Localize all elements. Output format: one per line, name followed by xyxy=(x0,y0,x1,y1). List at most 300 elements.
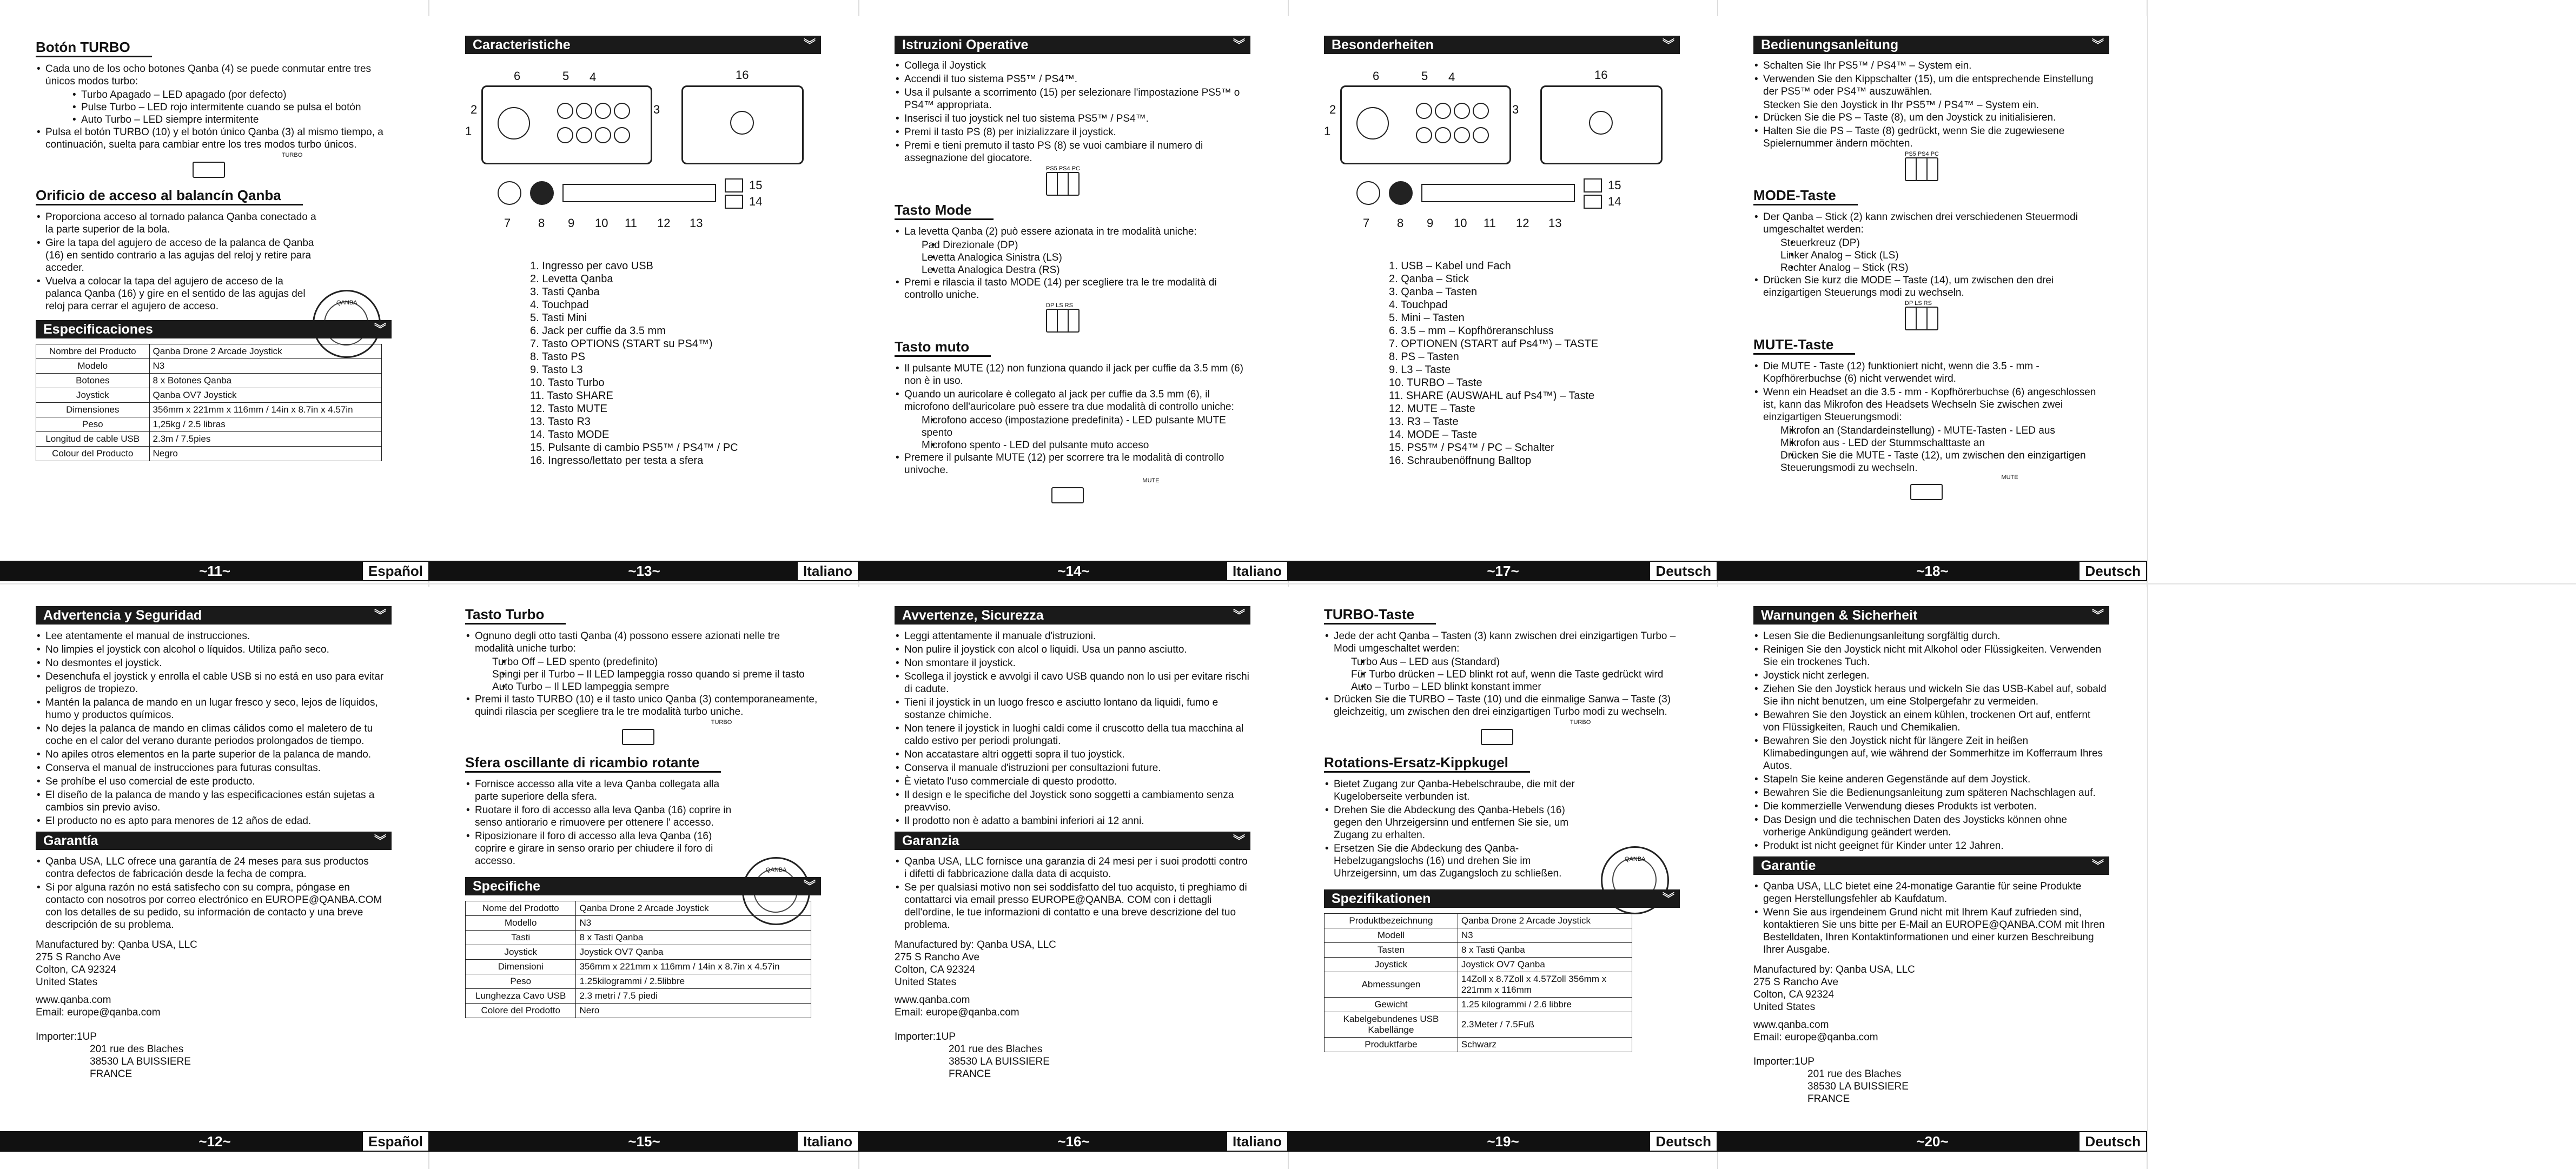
spec-key: Tasti xyxy=(466,931,576,945)
page-16 xyxy=(859,587,1288,1152)
sub-bullet: • Turbo Apagado – LED apagado (por defecto) xyxy=(36,89,392,101)
table-row xyxy=(1325,998,1632,1012)
function-button-row xyxy=(562,184,716,202)
options-button-icon xyxy=(498,181,521,205)
sub-bullet: • Auto Turbo – Il LED lampeggia sempre xyxy=(465,681,821,693)
mode-switch-illustration xyxy=(1046,302,1250,335)
platform-switch-icon xyxy=(1905,157,1938,181)
address-line: United States xyxy=(1753,1001,1816,1013)
section-title: Tasto Mode xyxy=(895,202,994,220)
sub-bullet: • Turbo Off – LED spento (predefinito) xyxy=(465,656,821,668)
callout-label: 13 xyxy=(690,216,703,230)
chevron-down-icon: ︾ xyxy=(1233,38,1245,51)
list-item: 16. Schraubenöffnung Balltop xyxy=(1389,455,1532,467)
mute-button-icon xyxy=(1910,484,1943,500)
button-label: TURBO xyxy=(1570,719,1591,726)
button-icon xyxy=(1454,103,1470,119)
bullet: • Non accatastare altri oggetti sopra il tuo joystick. xyxy=(895,748,1250,761)
table-row xyxy=(466,945,811,960)
bullet: • Leggi attentamente il manuale d'istruzioni. xyxy=(895,630,1250,642)
spec-key: Colore del Prodotto xyxy=(466,1004,576,1018)
bullet: • Die MUTE - Taste (12) funktioniert nicht, wenn die 3.5 - mm - Kopfhörerbuchse (6) nicht verwendet wird. xyxy=(1753,360,2109,385)
bullet: • Reinigen Sie den Joystick nicht mit Alkohol oder Flüssigkeiten. Verwenden Sie ein trockenes Tuch. xyxy=(1753,643,2109,668)
page-number: ~11~ xyxy=(199,563,230,579)
sub-bullet: • Microfono acceso (impostazione predefinita) - LED pulsante MUTE spento xyxy=(895,414,1250,439)
page-20 xyxy=(1718,587,2147,1152)
address-line: 201 rue des Blaches xyxy=(90,1044,184,1055)
section-header-title: Warnungen & Sicherheit xyxy=(1761,608,1918,623)
callout-label: 3 xyxy=(653,103,660,116)
callout-label: 8 xyxy=(538,216,545,230)
language-tab: Italiano xyxy=(797,1131,859,1152)
callout-label: 1 xyxy=(465,124,472,138)
page-number: ~14~ xyxy=(1057,563,1090,579)
turbo-button-icon xyxy=(622,729,654,745)
page-footer xyxy=(429,561,859,581)
address-line: FRANCE xyxy=(1807,1093,1850,1105)
bullet: • Il prodotto non è adatto a bambini inferiori ai 12 anni. xyxy=(895,815,1250,827)
button-icon xyxy=(1473,103,1489,119)
spec-value: 356mm x 221mm x 116mm / 14in x 8.7in x 4.57in xyxy=(149,403,381,417)
turbo-button-illustration xyxy=(193,152,392,184)
list-item: 12. MUTE – Taste xyxy=(1389,403,1475,415)
spec-key: Modello xyxy=(466,916,576,931)
bullet: • Bewahren Sie die Bedienungsanleitung zum späteren Nachschlagen auf. xyxy=(1753,787,2109,799)
list-item: 14. MODE – Taste xyxy=(1389,429,1478,441)
chevron-down-icon: ︾ xyxy=(1662,38,1674,51)
section-title: Tasto Turbo xyxy=(465,606,566,625)
bullet: • Premere il pulsante MUTE (12) per scorrere tra le modalità di controllo univoche. xyxy=(895,451,1250,476)
table-row xyxy=(1325,958,1632,972)
bullet: • No apiles otros elementos en la parte superior de la palanca de mando. xyxy=(36,748,392,761)
language-tab: Deutsch xyxy=(2078,1131,2147,1152)
bullet: • Bietet Zugang zur Qanba-Hebelschraube, die mit der Kugeloberseite verbunden ist. xyxy=(1324,778,1594,803)
address-line: Colton, CA 92324 xyxy=(895,964,975,975)
bullet: • Lee atentamente el manual de instrucciones. xyxy=(36,630,392,642)
list-item: 4. Touchpad xyxy=(530,299,589,311)
callout-label: 11 xyxy=(1484,216,1496,230)
list-item: 7. Tasto OPTIONS (START su PS4™) xyxy=(530,338,713,350)
spec-key: Abmessungen xyxy=(1325,972,1458,998)
bullet: • Se prohíbe el uso comercial de este producto. xyxy=(36,775,392,788)
bullet: • Ognuno degli otto tasti Qanba (4) possono essere azionati nelle tre modalità uniche turbo: xyxy=(465,630,821,655)
section-header xyxy=(1753,36,2109,54)
address-line: 275 S Rancho Ave xyxy=(895,952,980,963)
bullet: • Drücken Sie kurz die MODE – Taste (14), um zwischen den drei einzigartigen Steuerungs modi zu wechseln. xyxy=(1753,274,2109,299)
spec-value: 1.25 kilogrammi / 2.6 libbre xyxy=(1458,998,1632,1012)
section-title: TURBO-Taste xyxy=(1324,606,1436,625)
section-title: Sfera oscillante di ricambio rotante xyxy=(465,754,721,773)
address-line: 275 S Rancho Ave xyxy=(1753,977,1839,988)
section-header xyxy=(36,606,392,625)
spec-key: Gewicht xyxy=(1325,998,1458,1012)
table-row xyxy=(1325,943,1632,958)
callout-label: 4 xyxy=(590,70,597,84)
button-label: TURBO xyxy=(281,152,303,158)
bullet: • Der Qanba – Stick (2) kann zwischen drei verschiedenen Steuermodi umgeschaltet werden: xyxy=(1753,211,2109,236)
manufacturer-address xyxy=(36,939,392,1019)
email: Email: europe@qanba.com xyxy=(895,1007,1019,1018)
section-title: Orificio de acceso al balancín Qanba xyxy=(36,187,303,205)
callout-label: 15 xyxy=(749,178,763,192)
bullet: • Non tenere il joystick in luoghi caldi come il cruscotto della tua macchina al caldo estivo per periodi prolungati. xyxy=(895,722,1250,747)
spec-key: Tasten xyxy=(1325,943,1458,958)
sub-bullet: • Linker Analog – Stick (LS) xyxy=(1753,249,2109,262)
section-title: MUTE-Taste xyxy=(1753,336,1855,355)
button-label: MUTE xyxy=(1142,477,1160,484)
sub-bullet: • Levetta Analogica Sinistra (LS) xyxy=(895,251,1250,264)
platform-switch-illustration xyxy=(1046,165,1250,198)
table-row xyxy=(36,432,382,447)
platform-switch-icon xyxy=(1584,195,1602,209)
section-title: Tasto muto xyxy=(895,338,991,357)
bullet: • È vietato l'uso commerciale di questo prodotto. xyxy=(895,775,1250,788)
bullet: • Fornisce accesso alla vite a leva Qanba collegata alla parte superiore della sfera. xyxy=(465,778,736,803)
callout-label: 11 xyxy=(625,216,637,230)
callout-label: 16 xyxy=(1594,68,1608,82)
platform-switch-icon xyxy=(725,195,743,209)
bullet: • Premi il tasto PS (8) per inizializzare il joystick. xyxy=(895,126,1250,138)
list-item: 2. Qanba – Stick xyxy=(1389,273,1469,285)
section-header-title: Garanzia xyxy=(902,833,959,848)
list-item: 5. Tasti Mini xyxy=(530,312,587,324)
page-footer xyxy=(0,1131,429,1152)
bullet: • Qanba USA, LLC ofrece una garantía de 24 meses para sus productos contra defectos de fabricación desde la fecha de compra. xyxy=(36,855,392,880)
spec-key: Peso xyxy=(466,974,576,989)
bullet: • Non smontare il joystick. xyxy=(895,657,1250,669)
bullet: • Wenn ein Headset an die 3.5 - mm - Kopfhörerbuchse (6) angeschlossen ist, kann das Mikrofon des Headsets Wechseln Sie zwischen zwei einzigartigen Steuerungsmodi: xyxy=(1753,386,2109,423)
importer-address xyxy=(895,1031,1250,1080)
language-tab: Español xyxy=(362,1131,429,1152)
page-18 xyxy=(1718,16,2147,581)
mode-switch-icon xyxy=(725,178,743,192)
spec-value: 8 x Botones Qanba xyxy=(149,374,381,388)
list-item: 1. Ingresso per cavo USB xyxy=(530,260,653,272)
table-row xyxy=(1325,1038,1632,1052)
email: Email: europe@qanba.com xyxy=(36,1007,161,1018)
section-title: Rotations-Ersatz-Kippkugel xyxy=(1324,754,1530,773)
table-row xyxy=(466,931,811,945)
mode-switch-icon xyxy=(1905,307,1938,330)
sub-bullet: • Mikrofon an (Standardeinstellung) - MUTE-Tasten - LED aus xyxy=(1753,424,2109,437)
language-tab: Italiano xyxy=(1226,561,1288,581)
bullet: • Conserva el manual de instrucciones para futuras consultas. xyxy=(36,762,392,774)
sub-bullet: • Steuerkreuz (DP) xyxy=(1753,237,2109,249)
callout-label: 15 xyxy=(1608,178,1621,192)
list-item: 13. Tasto R3 xyxy=(530,416,591,428)
bullet: • La levetta Qanba (2) può essere azionata in tre modalità uniche: xyxy=(895,225,1250,238)
bullet: • Ziehen Sie den Joystick heraus und wickeln Sie das USB-Kabel auf, sobald Sie ihn nicht benutzen, um eine Stolpergefahr zu vermeiden. xyxy=(1753,683,2109,708)
callout-label: 8 xyxy=(1397,216,1404,230)
joystick-icon xyxy=(1356,107,1389,140)
section-header-title: Bedienungsanleitung xyxy=(1761,37,1899,52)
sub-bullet: • Pulse Turbo – LED rojo intermitente cuando se pulsa el botón xyxy=(36,101,392,114)
spec-key: Kabelgebundenes USB Kabellänge xyxy=(1325,1012,1458,1038)
callout-label: 16 xyxy=(736,68,749,82)
section-header-title: Spezifikationen xyxy=(1332,891,1431,906)
list-item: 11. Tasto SHARE xyxy=(530,390,613,402)
table-row xyxy=(36,388,382,403)
table-row xyxy=(466,974,811,989)
callout-label: 12 xyxy=(1516,216,1529,230)
page-footer xyxy=(1718,1131,2147,1152)
bullet: • Premi il tasto TURBO (10) e il tasto unico Qanba (3) contemporaneamente, quindi rilascia per scegliere tra le tre modalità turbo uniche. xyxy=(465,693,821,718)
turbo-button-illustration xyxy=(622,719,821,751)
spec-value: N3 xyxy=(1458,928,1632,943)
bullet: • Ersetzen Sie die Abdeckung des Qanba-Hebelzugangslochs (16) und drehen Sie im Uhrzeigersinn, um das Zugangsloch zu schließen. xyxy=(1324,842,1594,880)
knob-label: QANBA xyxy=(766,867,787,873)
chevron-down-icon: ︾ xyxy=(1233,608,1245,622)
button-icon xyxy=(557,103,573,119)
chevron-down-icon: ︾ xyxy=(2091,38,2104,51)
spec-value: Schwarz xyxy=(1458,1038,1632,1052)
callout-label: 10 xyxy=(595,216,608,230)
bullet: • Se per qualsiasi motivo non sei soddisfatto del tuo acquisto, ti preghiamo di contattarci via email presso EUROPE@QANBA. COM con i dettagli dell'ordine, le tue informazioni di contatto e una breve descrizione del tuo problema. xyxy=(895,881,1250,931)
address-line: Manufactured by: Qanba USA, LLC xyxy=(1753,964,1915,975)
spec-value: Qanba OV7 Joystick xyxy=(149,388,381,403)
bullet: • Tieni il joystick in un luogo fresco e asciutto lontano da liquidi, fumo e sostanze chimiche. xyxy=(895,696,1250,721)
spec-value: Qanba Drone 2 Arcade Joystick xyxy=(1458,914,1632,928)
address-line: Importer:1UP xyxy=(895,1031,956,1042)
page-11 xyxy=(0,16,429,581)
button-label: MUTE xyxy=(2001,474,2018,481)
bullet: • Proporciona acceso al tornado palanca Qanba conectado a la parte superior de la bola. xyxy=(36,211,317,236)
balltop-hole-icon xyxy=(1589,111,1613,135)
joystick-icon xyxy=(498,107,530,140)
spec-value: 14Zoll x 8.7Zoll x 4.57Zoll 356mm x 221mm x 116mm xyxy=(1458,972,1632,998)
button-icon xyxy=(1473,127,1489,143)
section-header xyxy=(465,36,821,54)
callout-label: 2 xyxy=(1329,103,1336,116)
list-item: 6. 3.5 – mm – Kopfhöreranschluss xyxy=(1389,325,1554,337)
spec-value: Nero xyxy=(576,1004,811,1018)
spec-key: Joystick xyxy=(36,388,150,403)
bullet: • Premi e rilascia il tasto MODE (14) per scegliere tra le tre modalità di controllo uniche. xyxy=(895,276,1250,301)
address-line: Colton, CA 92324 xyxy=(36,964,116,975)
spec-key: Joystick xyxy=(466,945,576,960)
sub-bullet: • Mikrofon aus - LED der Stummschalttaste an xyxy=(1753,437,2109,449)
importer-address xyxy=(36,1031,392,1080)
list-item: 3. Tasti Qanba xyxy=(530,286,600,298)
spec-key: Produktbezeichnung xyxy=(1325,914,1458,928)
website: www.qanba.com xyxy=(1753,1019,1829,1031)
section-header-title: Besonderheiten xyxy=(1332,37,1434,52)
spec-value: 2.3Meter / 7.5Fuß xyxy=(1458,1012,1632,1038)
spec-key: Colour del Producto xyxy=(36,447,150,461)
platform-switch-illustration xyxy=(1905,151,2109,184)
bullet: • Inserisci il tuo joystick nel tuo sistema PS5™ / PS4™. xyxy=(895,112,1250,125)
spec-key: Modell xyxy=(1325,928,1458,943)
website: www.qanba.com xyxy=(36,994,111,1006)
list-item: 14. Tasto MODE xyxy=(530,429,610,441)
callout-label: 10 xyxy=(1454,216,1467,230)
language-tab: Italiano xyxy=(1226,1131,1288,1152)
button-icon xyxy=(576,103,592,119)
bullet: • Riposizionare il foro di accesso alla leva Qanba (16) coprire e girare in senso orario per chiudere il foro di accesso. xyxy=(465,830,736,867)
page-number: ~17~ xyxy=(1487,563,1519,579)
turbo-button-icon xyxy=(193,162,225,178)
button-icon xyxy=(1416,103,1432,119)
spec-key: Modelo xyxy=(36,359,150,374)
bullet: • Stapeln Sie keine anderen Gegenstände auf dem Joystick. xyxy=(1753,773,2109,786)
page-number: ~16~ xyxy=(1057,1133,1090,1150)
section-header-title: Garantie xyxy=(1761,858,1816,873)
list-item: 1. USB – Kabel und Fach xyxy=(1389,260,1511,272)
address-line: Manufactured by: Qanba USA, LLC xyxy=(895,939,1056,951)
bullet: • Conserva il manuale d'istruzioni per consultazioni future. xyxy=(895,762,1250,774)
bullet: • Pulsa el botón TURBO (10) y el botón único Qanba (3) al mismo tiempo, a continuación, suelta para cambiar entre los tres modos turbo únicos. xyxy=(36,126,392,151)
table-row xyxy=(36,417,382,432)
callout-label: 3 xyxy=(1512,103,1519,116)
address-line: 38530 LA BUISSIERE xyxy=(949,1056,1050,1067)
controller-diagram xyxy=(465,59,821,260)
bullet: • Cada uno de los ocho botones Qanba (4) se puede conmutar entre tres únicos modos turbo: xyxy=(36,63,392,88)
knob-label: QANBA xyxy=(1625,856,1646,862)
bullet-continuation: Stecken Sie den Joystick in Ihr PS5™ / PS4™ – System ein. xyxy=(1763,99,2039,111)
sub-bullet: • Pad Direzionale (DP) xyxy=(895,239,1250,251)
spec-key: Nome del Prodotto xyxy=(466,901,576,916)
knob-label: QANBA xyxy=(336,300,357,306)
section-header xyxy=(895,832,1250,850)
bullet: • Verwenden Sie den Kippschalter (15), um die entsprechende Einstellung der PS5™ oder PS4™ auszuwählen. xyxy=(1753,73,2109,98)
bullet: • Jede der acht Qanba – Tasten (3) kann zwischen drei einzigartigen Turbo – Modi umgeschaltet werden: xyxy=(1324,630,1680,655)
callout-label: 14 xyxy=(1608,195,1621,208)
address-line: United States xyxy=(895,977,957,988)
bullet: • Ruotare il foro di accesso alla leva Qanba (16) coprire in senso antiorario e rimuovere per ottenere l' accesso. xyxy=(465,804,736,829)
page-footer xyxy=(0,561,429,581)
table-row xyxy=(1325,914,1632,928)
balltop-hole-icon xyxy=(730,111,754,135)
spec-value: Qanba Drone 2 Arcade Joystick xyxy=(149,344,381,359)
address-line: Manufactured by: Qanba USA, LLC xyxy=(36,939,197,951)
platform-switch-icon xyxy=(1046,172,1080,196)
address-line: FRANCE xyxy=(949,1068,991,1080)
button-label: TURBO xyxy=(711,719,732,726)
feature-list xyxy=(465,260,821,467)
list-item: 10. TURBO – Taste xyxy=(1389,377,1482,389)
bullet: • Gire la tapa del agujero de acceso de la palanca de Qanba (16) en sentido contrario a las agujas del reloj y retire para acceder. xyxy=(36,237,317,274)
page-14 xyxy=(859,16,1288,581)
section-header xyxy=(1753,606,2109,625)
bullet: • Usa il pulsante a scorrimento (15) per selezionare l'impostazione PS5™ o PS4™ appropriata. xyxy=(895,87,1250,111)
section-header xyxy=(1753,856,2109,875)
bullet: • Qanba USA, LLC fornisce una garanzia di 24 mesi per i suoi prodotti contro i difetti di fabbricazione dalla data di acquisto. xyxy=(895,855,1250,880)
bullet: • Vuelva a colocar la tapa del agujero de acceso de la palanca Qanba (16) y gire en el sentido de las agujas del reloj para cerrar el agujero de acceso. xyxy=(36,275,317,313)
table-row xyxy=(1325,928,1632,943)
bullet: • Accendi il tuo sistema PS5™ / PS4™. xyxy=(895,73,1250,85)
turbo-button-icon xyxy=(1481,729,1513,745)
callout-label: 7 xyxy=(1363,216,1370,230)
spec-key: Botones xyxy=(36,374,150,388)
sub-bullet: • Für Turbo drücken – LED blinkt rot auf, wenn die Taste gedrückt wird xyxy=(1324,668,1680,681)
page-17 xyxy=(1288,16,1718,581)
language-tab: Deutsch xyxy=(2078,561,2147,581)
spec-value: 8 x Tasti Qanba xyxy=(576,931,811,945)
bullet: • Produkt ist nicht geeignet für Kinder unter 12 Jahren. xyxy=(1753,840,2109,852)
table-row xyxy=(36,359,382,374)
email: Email: europe@qanba.com xyxy=(1753,1032,1878,1043)
list-item: 8. PS – Tasten xyxy=(1389,351,1459,363)
section-header xyxy=(465,877,821,895)
section-header xyxy=(1324,36,1680,54)
table-row xyxy=(36,374,382,388)
section-header-title: Caracteristiche xyxy=(473,37,571,52)
sub-bullet: • Turbo Aus – LED aus (Standard) xyxy=(1324,656,1680,668)
bullet: • Quando un auricolare è collegato al jack per cuffie da 3.5 mm (6), il microfono dell'auricolare può essere tra due modalità di controllo uniche: xyxy=(895,388,1250,413)
bullet: • Wenn Sie aus irgendeinem Grund nicht mit Ihrem Kauf zufrieden sind, kontaktieren Sie uns bitte per E-Mail an EUROPE@QANBA.COM mit Ihren Bestelldaten, Ihren Kontaktinformationen und einer kurzen Beschreibung Ihrer Ausgabe. xyxy=(1753,906,2109,956)
bullet: • Bewahren Sie den Joystick an einem kühlen, trockenen Ort auf, entfernt von Flüssigkeiten, Rauch und Chemikalien. xyxy=(1753,709,2109,734)
callout-label: 6 xyxy=(514,69,521,83)
bullet: • El producto no es apto para menores de 12 años de edad. xyxy=(36,815,392,827)
address-line: Colton, CA 92324 xyxy=(1753,989,1834,1000)
page-15 xyxy=(429,587,859,1152)
spec-table xyxy=(36,344,382,461)
section-header-title: Istruzioni Operative xyxy=(902,37,1029,52)
website: www.qanba.com xyxy=(895,994,970,1006)
spec-value: N3 xyxy=(149,359,381,374)
mute-button-icon xyxy=(1051,487,1084,503)
sub-bullet: • Auto Turbo – LED siempre intermitente xyxy=(36,114,392,126)
bullet: • Drücken Sie die PS – Taste (8), um den Joystick zu initialisieren. xyxy=(1753,111,2109,124)
sub-bullet: • Spingi per il Turbo – Il LED lampeggia rosso quando si preme il tasto xyxy=(465,668,821,681)
callout-label: 6 xyxy=(1373,69,1380,83)
bullet: • Qanba USA, LLC bietet eine 24-monatige Garantie für seine Produkte gegen Herstellungsfehler ab Kaufdatum. xyxy=(1753,880,2109,905)
switch-label: DP LS RS xyxy=(1046,302,1073,309)
section-header-title: Especificaciones xyxy=(43,322,153,337)
section-title: MODE-Taste xyxy=(1753,187,1858,205)
section-title: Botón TURBO xyxy=(36,39,152,57)
spec-key: Nombre del Producto xyxy=(36,344,150,359)
table-row xyxy=(1325,1012,1632,1038)
language-tab: Español xyxy=(362,561,429,581)
section-header xyxy=(1324,889,1680,908)
bullet: • Bewahren Sie den Joystick nicht für längere Zeit in heißen Klimabedingungen auf, wie während der Sommerhitze im Kofferraum Ihres Autos. xyxy=(1753,735,2109,772)
list-item: 5. Mini – Tasten xyxy=(1389,312,1465,324)
bullet: • Das Design und die technischen Daten des Joysticks können ohne vorherige Ankündigung geändert werden. xyxy=(1753,814,2109,839)
spec-value: 2.3m / 7.5pies xyxy=(149,432,381,447)
mute-button-illustration xyxy=(1910,474,2109,506)
spec-value: Qanba Drone 2 Arcade Joystick xyxy=(576,901,811,916)
address-line: United States xyxy=(36,977,98,988)
list-item: 9. L3 – Taste xyxy=(1389,364,1451,376)
page-footer xyxy=(859,1131,1288,1152)
spec-key: Longitud de cable USB xyxy=(36,432,150,447)
sub-bullet: • Levetta Analogica Destra (RS) xyxy=(895,264,1250,276)
page-number: ~12~ xyxy=(198,1133,231,1150)
page-number: ~20~ xyxy=(1916,1133,1949,1150)
callout-label: 9 xyxy=(1427,216,1434,230)
spec-key: Dimensiones xyxy=(36,403,150,417)
bullet: • Scollega il joystick e avvolgi il cavo USB quando non lo usi per evitare rischi di cadute. xyxy=(895,670,1250,695)
page-number: ~18~ xyxy=(1916,563,1949,579)
list-item: 3. Qanba – Tasten xyxy=(1389,286,1478,298)
ps-button-icon xyxy=(1389,181,1413,205)
switch-label: PS5 PS4 PC xyxy=(1046,165,1080,172)
feature-list xyxy=(1324,260,1680,467)
sub-bullet: • Microfono spento - LED del pulsante muto acceso xyxy=(895,439,1250,451)
section-header xyxy=(36,832,392,850)
language-tab: Italiano xyxy=(797,561,859,581)
callout-label: 14 xyxy=(749,195,763,208)
callout-label: 1 xyxy=(1324,124,1331,138)
spec-key: Produktfarbe xyxy=(1325,1038,1458,1052)
list-item: 8. Tasto PS xyxy=(530,351,585,363)
section-header-title: Avvertenze, Sicurezza xyxy=(902,608,1044,623)
bullet: • Lesen Sie die Bedienungsanleitung sorgfältig durch. xyxy=(1753,630,2109,642)
address-line: Importer:1UP xyxy=(1753,1056,1815,1067)
bullet: • Halten Sie die PS – Taste (8) gedrückt, wenn Sie die zugewiesene Spielernummer ändern möchten. xyxy=(1753,125,2109,150)
sfera-text xyxy=(465,778,736,867)
